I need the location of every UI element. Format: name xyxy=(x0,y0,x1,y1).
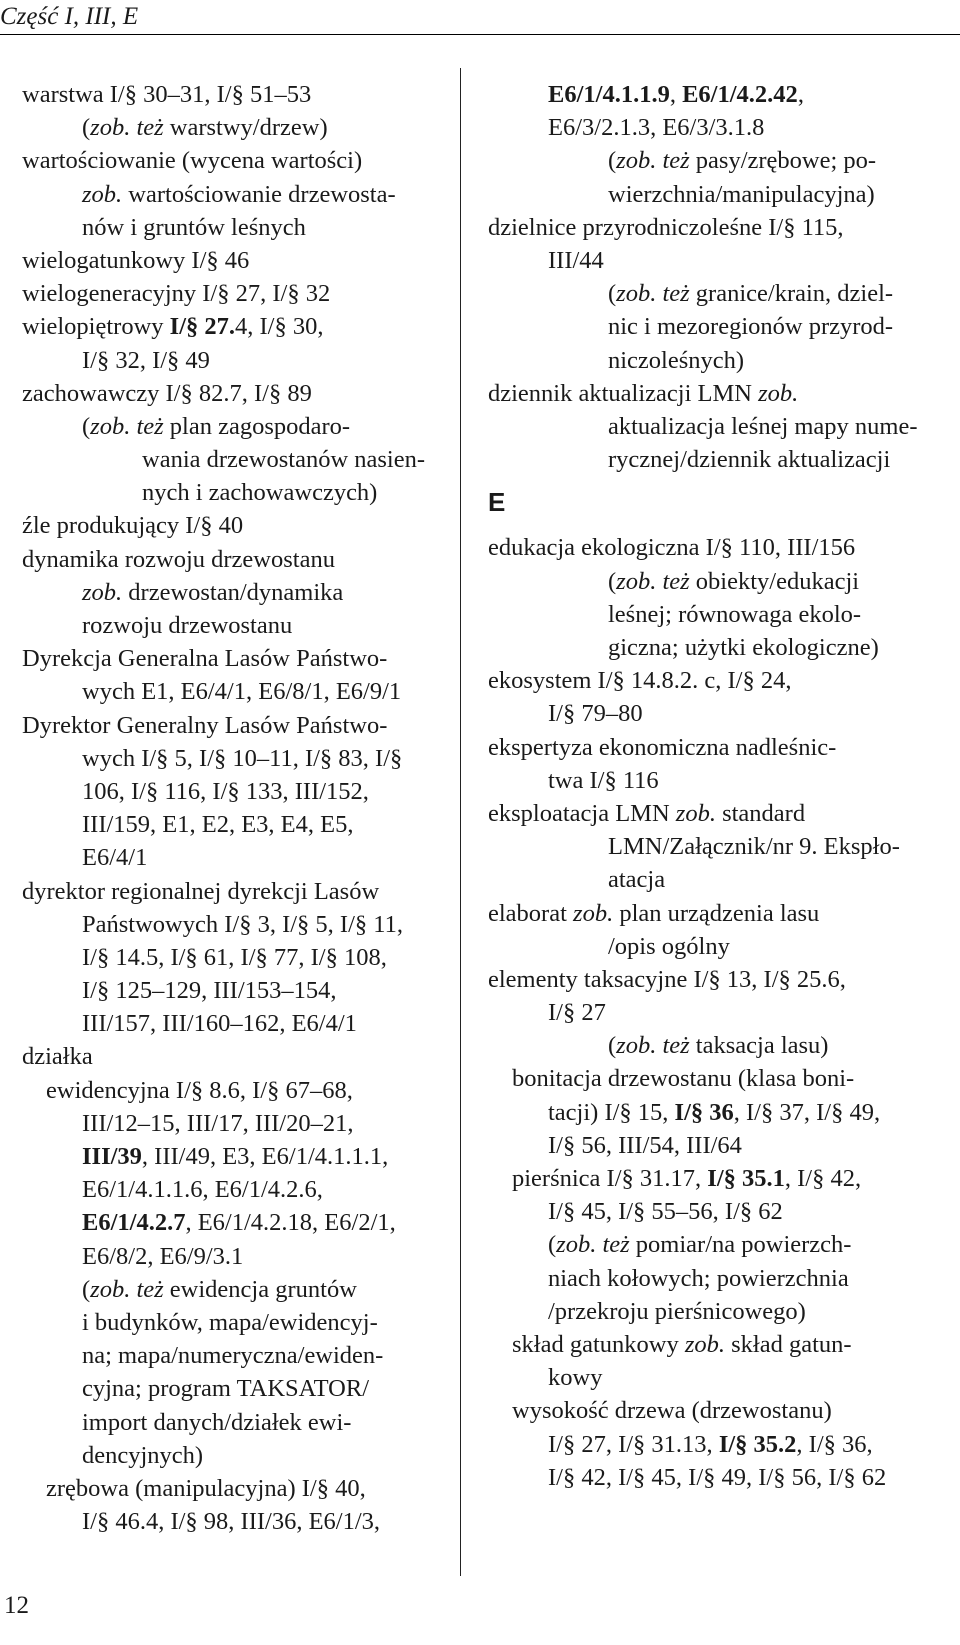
index-line xyxy=(22,1273,447,1306)
running-header-title: Część I, III, E xyxy=(0,3,139,30)
index-text: wysokość drzewa (drzewostanu) xyxy=(512,1397,832,1425)
index-line xyxy=(22,509,447,542)
cross-reference: zob. też xyxy=(90,114,164,142)
index-line xyxy=(488,1096,950,1129)
index-text: , I/§ 37, I/§ 49, xyxy=(733,1098,881,1126)
index-text: dziennik aktualizacji LMN xyxy=(488,379,759,407)
index-text: wielopiętrowy xyxy=(22,313,170,341)
index-text: i budynków, mapa/ewidencyj- xyxy=(82,1308,378,1336)
index-text: wierzchnia/manipulacyjna) xyxy=(608,180,875,208)
index-line xyxy=(22,144,447,177)
index-text: na; mapa/numeryczna/ewiden- xyxy=(82,1342,384,1370)
main-reference: III/39 xyxy=(82,1143,142,1170)
index-text: tacji) I/§ 15, xyxy=(548,1098,675,1126)
index-text: I/§ 27 xyxy=(548,999,606,1027)
index-line xyxy=(488,244,950,277)
index-text: ekspertyza ekonomiczna nadleśnic- xyxy=(488,733,837,761)
index-text: pierśnica I/§ 31.17, xyxy=(512,1165,708,1192)
index-text: leśnej; równowaga ekolo- xyxy=(608,600,862,628)
index-line xyxy=(488,111,950,144)
index-line xyxy=(22,1240,447,1273)
index-line xyxy=(22,808,447,841)
index-line xyxy=(22,1173,447,1206)
index-line xyxy=(488,443,950,476)
index-column-right xyxy=(488,78,950,1494)
index-line xyxy=(488,1195,950,1228)
index-text: ewidencja gruntów xyxy=(163,1275,357,1303)
index-text: standard xyxy=(715,799,806,827)
index-line xyxy=(488,631,950,664)
index-line xyxy=(488,863,950,896)
index-line xyxy=(488,178,950,211)
index-text: źle produkujący I/§ 40 xyxy=(22,512,244,540)
index-text: obiekty/edukacji xyxy=(689,567,860,595)
index-line xyxy=(488,830,950,863)
index-text: III/44 xyxy=(548,246,604,274)
index-text: , E6/1/4.2.18, E6/2/1, xyxy=(185,1209,396,1237)
index-text: I/§ 14.5, I/§ 61, I/§ 77, I/§ 108, xyxy=(82,943,387,971)
index-line xyxy=(488,410,950,443)
index-line xyxy=(22,78,447,111)
index-line xyxy=(488,1361,950,1394)
cross-reference: zob. też xyxy=(616,1032,690,1060)
index-text: E6/8/2, E6/9/3.1 xyxy=(82,1242,244,1270)
cross-reference: zob. też xyxy=(616,567,690,595)
index-text: plan zagospodaro- xyxy=(163,412,351,440)
index-line xyxy=(22,1206,447,1239)
index-line xyxy=(22,1306,447,1339)
index-text: I/§ 32, I/§ 49 xyxy=(82,346,210,374)
index-text: III/12–15, III/17, III/20–21, xyxy=(82,1109,354,1137)
index-text: dencyjnych) xyxy=(82,1441,204,1469)
index-text: E6/4/1 xyxy=(82,844,148,872)
index-text: zrębowa (manipulacyjna) I/§ 40, xyxy=(46,1474,366,1502)
index-line xyxy=(488,764,950,797)
index-text: ( xyxy=(82,412,91,440)
index-line xyxy=(488,797,950,830)
index-text: drzewostan/dynamika xyxy=(122,578,344,606)
index-text: 4, I/§ 30, xyxy=(235,313,324,341)
cross-reference: zob. też xyxy=(90,412,164,440)
index-text: niczoleśnych) xyxy=(608,346,745,374)
index-text: wartościowanie (wycena wartości) xyxy=(22,147,363,175)
index-line xyxy=(488,1129,950,1162)
index-text: ( xyxy=(548,1231,557,1259)
index-text: /przekroju pierśnicowego) xyxy=(548,1297,806,1325)
index-text: nów i gruntów leśnych xyxy=(82,213,306,241)
index-text: 106, I/§ 116, I/§ 133, III/152, xyxy=(82,777,369,805)
index-text: Dyrektor Generalny Lasów Państwo- xyxy=(22,711,388,739)
index-line xyxy=(22,775,447,808)
cross-reference: zob. xyxy=(684,1330,726,1358)
index-text: I/§ 79–80 xyxy=(548,700,643,728)
index-text: III/157, III/160–162, E6/4/1 xyxy=(82,1010,357,1038)
cross-reference: zob. xyxy=(82,180,123,208)
index-text: dzielnice przyrodniczoleśne I/§ 115, xyxy=(488,213,844,241)
index-line xyxy=(22,642,447,675)
cross-reference: zob. też xyxy=(556,1231,630,1259)
index-text: ewidencyjna I/§ 8.6, I/§ 67–68, xyxy=(46,1076,353,1104)
index-line xyxy=(22,277,447,310)
index-line xyxy=(22,310,447,343)
index-line xyxy=(22,709,447,742)
index-text: rycznej/dziennik aktualizacji xyxy=(608,446,891,474)
index-text: wych E1, E6/4/1, E6/8/1, E6/9/1 xyxy=(82,678,402,706)
index-line xyxy=(22,1007,447,1040)
index-line xyxy=(488,531,950,564)
index-line xyxy=(22,543,447,576)
index-text: dyrektor regionalnej dyrekcji Lasów xyxy=(22,877,380,905)
index-line xyxy=(488,1394,950,1427)
index-text: skład gatun- xyxy=(725,1330,852,1358)
index-text: E6/3/2.1.3, E6/3/3.1.8 xyxy=(548,114,765,142)
index-line xyxy=(22,476,447,509)
index-text: , I/§ 42, xyxy=(784,1165,862,1192)
index-line xyxy=(488,565,950,598)
index-line xyxy=(22,211,447,244)
index-text: wych I/§ 5, I/§ 10–11, I/§ 83, I/§ xyxy=(82,744,403,772)
index-line xyxy=(488,377,950,410)
page-header xyxy=(0,0,960,36)
index-line xyxy=(22,576,447,609)
index-text: niach kołowych; powierzchnia xyxy=(548,1264,849,1292)
index-text: wania drzewostanów nasien- xyxy=(142,446,426,474)
index-text: , xyxy=(669,81,683,108)
index-text: taksacja lasu) xyxy=(689,1032,829,1060)
index-text: , I/§ 36, xyxy=(796,1430,873,1458)
index-text: import danych/działek ewi- xyxy=(82,1408,352,1436)
index-text: I/§ 45, I/§ 55–56, I/§ 62 xyxy=(548,1198,783,1226)
index-text: edukacja ekologiczna I/§ 110, III/156 xyxy=(488,534,856,562)
index-line xyxy=(488,598,950,631)
index-text: ( xyxy=(608,1032,617,1060)
index-line xyxy=(488,1328,950,1361)
index-line xyxy=(22,1472,447,1505)
index-text: działka xyxy=(22,1043,93,1071)
cross-reference: zob. xyxy=(675,799,716,827)
index-text: warstwy/drzew) xyxy=(163,114,328,142)
index-line xyxy=(22,410,447,443)
index-line xyxy=(22,244,447,277)
index-text: I/§ 27, I/§ 31.13, xyxy=(548,1430,719,1458)
index-text: ( xyxy=(82,1275,91,1303)
index-line xyxy=(488,1062,950,1095)
index-text: wielogeneracyjny I/§ 27, I/§ 32 xyxy=(22,280,331,308)
index-text: bonitacja drzewostanu (klasa boni- xyxy=(512,1065,855,1093)
index-text: dynamika rozwoju drzewostanu xyxy=(22,545,335,573)
index-text: , xyxy=(797,81,804,108)
index-text: aktualizacja leśnej mapy nume- xyxy=(608,412,918,440)
index-line xyxy=(488,996,950,1029)
cross-reference: zob. też xyxy=(616,280,690,308)
index-text: zachowawczy I/§ 82.7, I/§ 89 xyxy=(22,379,312,407)
index-text: I/§ 46.4, I/§ 98, III/36, E6/1/3, xyxy=(82,1508,381,1536)
index-text: skład gatunkowy xyxy=(512,1330,685,1358)
index-line xyxy=(22,675,447,708)
index-line xyxy=(22,1074,447,1107)
cross-reference: zob. też xyxy=(90,1275,164,1303)
cross-reference: zob. xyxy=(573,899,614,927)
index-text: elementy taksacyjne I/§ 13, I/§ 25.6, xyxy=(488,965,846,993)
index-entries-d xyxy=(488,78,950,476)
index-text: warstwa I/§ 30–31, I/§ 51–53 xyxy=(22,81,312,108)
index-text: LMN/Załącznik/nr 9. Ekspło- xyxy=(608,833,900,861)
index-text: wartościowanie drzewosta- xyxy=(122,180,396,208)
index-line xyxy=(488,277,950,310)
index-entries-e xyxy=(488,531,950,1493)
index-line xyxy=(488,310,950,343)
cross-reference: zob. też xyxy=(616,147,690,175)
index-line xyxy=(488,144,950,177)
index-text: ekosystem I/§ 14.8.2. c, I/§ 24, xyxy=(488,667,792,695)
index-text: I/§ 56, III/54, III/64 xyxy=(548,1131,742,1159)
index-text: atacja xyxy=(608,866,666,894)
index-line xyxy=(488,1461,950,1494)
index-text: E6/1/4.1.1.6, E6/1/4.2.6, xyxy=(82,1176,323,1204)
index-line xyxy=(22,742,447,775)
header-rule xyxy=(0,34,960,35)
index-line xyxy=(22,1339,447,1372)
section-letter: E xyxy=(488,487,506,518)
index-line xyxy=(22,941,447,974)
index-line xyxy=(22,1439,447,1472)
index-line xyxy=(488,1228,950,1261)
index-line xyxy=(22,443,447,476)
index-text: Dyrekcja Generalna Lasów Państwo- xyxy=(22,645,388,673)
index-text: /opis ogólny xyxy=(608,932,730,960)
index-line xyxy=(488,1428,950,1461)
index-line xyxy=(488,897,950,930)
page-number: 12 xyxy=(4,1592,29,1619)
main-reference: I/§ 36 xyxy=(674,1098,734,1126)
index-text: ( xyxy=(608,567,617,595)
index-line xyxy=(488,78,950,111)
index-text: eksploatacja LMN xyxy=(488,799,676,827)
index-text: rozwoju drzewostanu xyxy=(82,612,293,639)
index-line xyxy=(488,930,950,963)
index-line xyxy=(22,1505,447,1538)
index-text: nych i zachowawczych) xyxy=(142,479,378,507)
index-line xyxy=(488,344,950,377)
main-reference: I/§ 35.1 xyxy=(707,1165,785,1192)
index-line xyxy=(22,1406,447,1439)
index-text: I/§ 125–129, III/153–154, xyxy=(82,977,337,1005)
index-text: ( xyxy=(608,147,617,175)
index-text: pasy/zrębowe; po- xyxy=(689,147,877,175)
index-line xyxy=(22,908,447,941)
index-line xyxy=(488,1162,950,1195)
index-text: wielogatunkowy I/§ 46 xyxy=(22,246,250,274)
index-text: nic i mezoregionów przyrod- xyxy=(608,313,894,341)
index-text: elaborat xyxy=(488,899,574,927)
index-text: kowy xyxy=(548,1364,603,1392)
index-line xyxy=(488,963,950,996)
index-text: I/§ 42, I/§ 45, I/§ 49, I/§ 56, I/§ 62 xyxy=(548,1463,887,1491)
main-reference: I/§ 35.2 xyxy=(718,1430,797,1458)
main-reference: E6/1/4.2.7 xyxy=(82,1209,186,1237)
index-column-left xyxy=(22,78,447,1538)
index-line xyxy=(22,111,447,144)
index-line xyxy=(22,609,447,642)
index-line xyxy=(488,1029,950,1062)
cross-reference: zob. xyxy=(758,379,799,407)
index-line xyxy=(488,1295,950,1328)
index-line xyxy=(488,664,950,697)
index-line xyxy=(22,1107,447,1140)
index-text: giczna; użytki ekologiczne) xyxy=(608,634,879,661)
index-text: plan urządzenia lasu xyxy=(613,899,820,927)
index-line xyxy=(22,841,447,874)
index-text: twa I/§ 116 xyxy=(548,766,659,794)
cross-reference: zob. xyxy=(82,578,123,606)
main-reference: E6/1/4.2.42 xyxy=(682,81,798,108)
index-line xyxy=(22,1040,447,1073)
index-line xyxy=(22,344,447,377)
index-line xyxy=(488,1262,950,1295)
index-line xyxy=(488,731,950,764)
main-reference: I/§ 27. xyxy=(169,313,235,341)
index-line xyxy=(22,1140,447,1173)
index-line xyxy=(22,875,447,908)
index-text: III/159, E1, E2, E3, E4, E5, xyxy=(82,811,354,839)
index-text: ( xyxy=(82,114,91,142)
column-divider xyxy=(460,68,461,1576)
index-line xyxy=(488,211,950,244)
index-line xyxy=(22,377,447,410)
index-line xyxy=(22,178,447,211)
index-text: , III/49, E3, E6/1/4.1.1.1, xyxy=(141,1143,389,1170)
index-text: pomiar/na powierzch- xyxy=(629,1231,852,1259)
index-line xyxy=(488,697,950,730)
index-text: ( xyxy=(608,280,617,308)
index-text: Państwowych I/§ 3, I/§ 5, I/§ 11, xyxy=(82,910,403,938)
main-reference: E6/1/4.1.1.9 xyxy=(548,81,670,108)
index-line xyxy=(22,974,447,1007)
index-text: cyjna; program TAKSATOR/ xyxy=(82,1375,370,1403)
index-text: granice/krain, dziel- xyxy=(689,280,894,308)
index-line xyxy=(22,1372,447,1405)
